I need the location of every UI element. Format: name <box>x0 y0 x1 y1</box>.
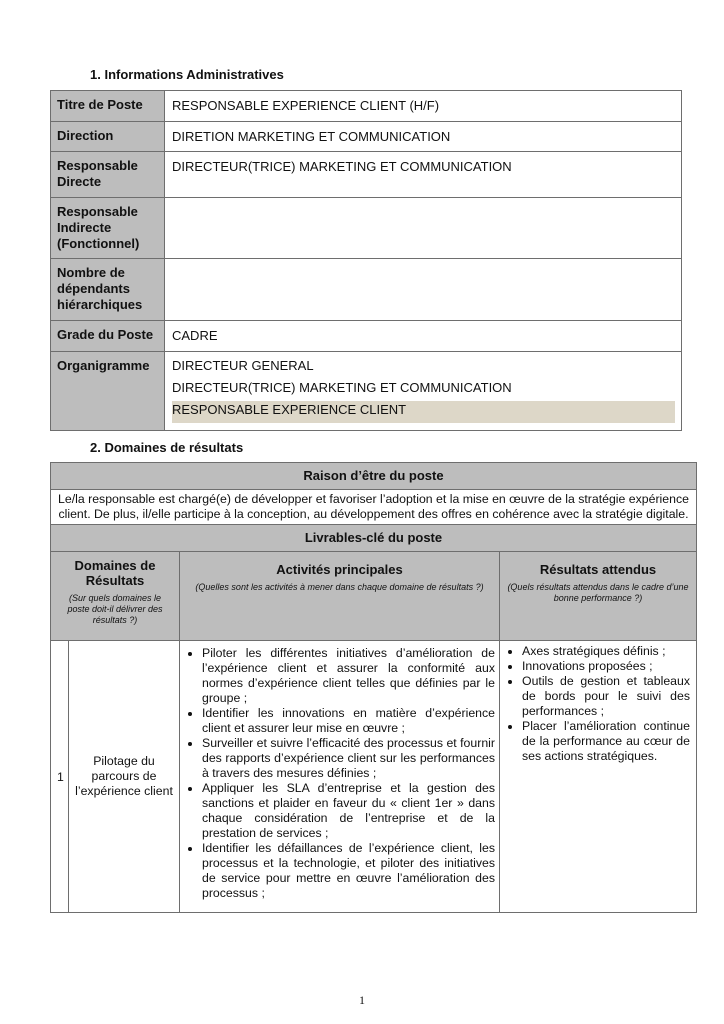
table-row <box>51 321 682 352</box>
column-header-resultats <box>500 552 697 641</box>
row-label: Grade du Poste <box>51 321 165 352</box>
row-label: Responsable Directe <box>51 152 165 198</box>
row-activities <box>180 641 500 913</box>
row-label: Nombre de dépendants hiérarchiques <box>51 259 165 321</box>
list-item: • Axes stratégiques définis ; <box>522 644 690 659</box>
org-level-2: DIRECTEUR(TRICE) MARKETING ET COMMUNICATION <box>172 380 512 395</box>
table-row <box>51 152 682 198</box>
raison-title-row <box>51 463 697 490</box>
livrables-title-row <box>51 525 697 552</box>
column-header-row <box>51 552 697 641</box>
raison-text: Le/la responsable est chargé(e) de développer et favoriser l’adoption et la mise en œuvre de la stratégie expérience client. De plus, il/elle participe à la conception, au développement des offres en cohérence avec la stratégie digitale. <box>51 490 697 525</box>
table-row <box>51 91 682 122</box>
row-label: Responsable Indirecte (Fonctionnel) <box>51 198 165 259</box>
organigramme-label: Organigramme <box>51 352 165 431</box>
row-value <box>165 259 682 321</box>
list-item: • Surveiller et suivre l’efficacité des processus et fournir des rapports d’expérience client sur les performances à travers des mesures définies ; <box>202 736 495 781</box>
column-title: Activités principales <box>276 562 403 577</box>
column-header-domaines <box>51 552 180 641</box>
row-label: Direction <box>51 122 165 152</box>
list-item: • Piloter les différentes initiatives d’amélioration de l’expérience client et assurer la conformité aux normes d’expérience client telles que définies par le groupe ; <box>202 646 495 706</box>
row-results <box>500 641 697 913</box>
column-title: Résultats attendus <box>539 562 657 577</box>
row-value <box>165 198 682 259</box>
row-number: 1 <box>51 641 69 913</box>
column-title: Domaines de Résultats <box>74 558 156 588</box>
column-header-activites <box>180 552 500 641</box>
row-value: DIRECTEUR(TRICE) MARKETING ET COMMUNICATION <box>165 152 682 198</box>
list-item: • Placer l’amélioration continue de la performance au cœur de ses actions stratégiques. <box>522 719 690 764</box>
admin-info-table <box>50 90 682 431</box>
section-2-heading: 2. Domaines de résultats <box>90 440 244 455</box>
row-value: RESPONSABLE EXPERIENCE CLIENT (H/F) <box>165 91 682 122</box>
row-domain: Pilotage du parcours de l’expérience client <box>69 641 180 913</box>
org-level-3-highlighted: RESPONSABLE EXPERIENCE CLIENT <box>172 401 675 423</box>
results-table <box>50 462 697 913</box>
row-value: DIRETION MARKETING ET COMMUNICATION <box>165 122 682 152</box>
list-item: • Identifier les innovations en matière d’expérience client et assurer leur mise en œuvre ; <box>202 706 495 736</box>
raison-title: Raison d’être du poste <box>51 463 697 490</box>
organigramme-chart <box>165 352 682 431</box>
row-label: Titre de Poste <box>51 91 165 122</box>
raison-text-row <box>51 490 697 525</box>
table-row <box>51 198 682 259</box>
org-level-1: DIRECTEUR GENERAL <box>172 358 314 373</box>
organigramme-row <box>51 352 682 431</box>
column-subtitle: (Quelles sont les activités à mener dans chaque domaine de résultats ?) <box>195 582 484 592</box>
column-subtitle: (Quels résultats attendus dans le cadre d’une bonne performance ?) <box>507 582 689 603</box>
table-row <box>51 259 682 321</box>
livrables-title: Livrables-clé du poste <box>51 525 697 552</box>
list-item: • Outils de gestion et tableaux de bords pour le suivi des performances ; <box>522 674 690 719</box>
list-item: • Appliquer les SLA d’entreprise et la gestion des sanctions et plaider en faveur du « client 1er » dans chaque considération de l’entreprise et de la prestation de services ; <box>202 781 495 841</box>
section-1-heading: 1. Informations Administratives <box>90 67 284 82</box>
list-item: • Innovations proposées ; <box>522 659 690 674</box>
table-row <box>51 122 682 152</box>
page-number: 1 <box>359 993 365 1007</box>
column-subtitle: (Sur quels domaines le poste doit-il délivrer des résultats ?) <box>67 593 163 625</box>
row-value: CADRE <box>165 321 682 352</box>
list-item: • Identifier les défaillances de l’expérience client, les processus et la technologie, et piloter des initiatives de service pour mettre en œuvre l’amélioration des processus ; <box>202 841 495 901</box>
table-row <box>51 641 697 913</box>
